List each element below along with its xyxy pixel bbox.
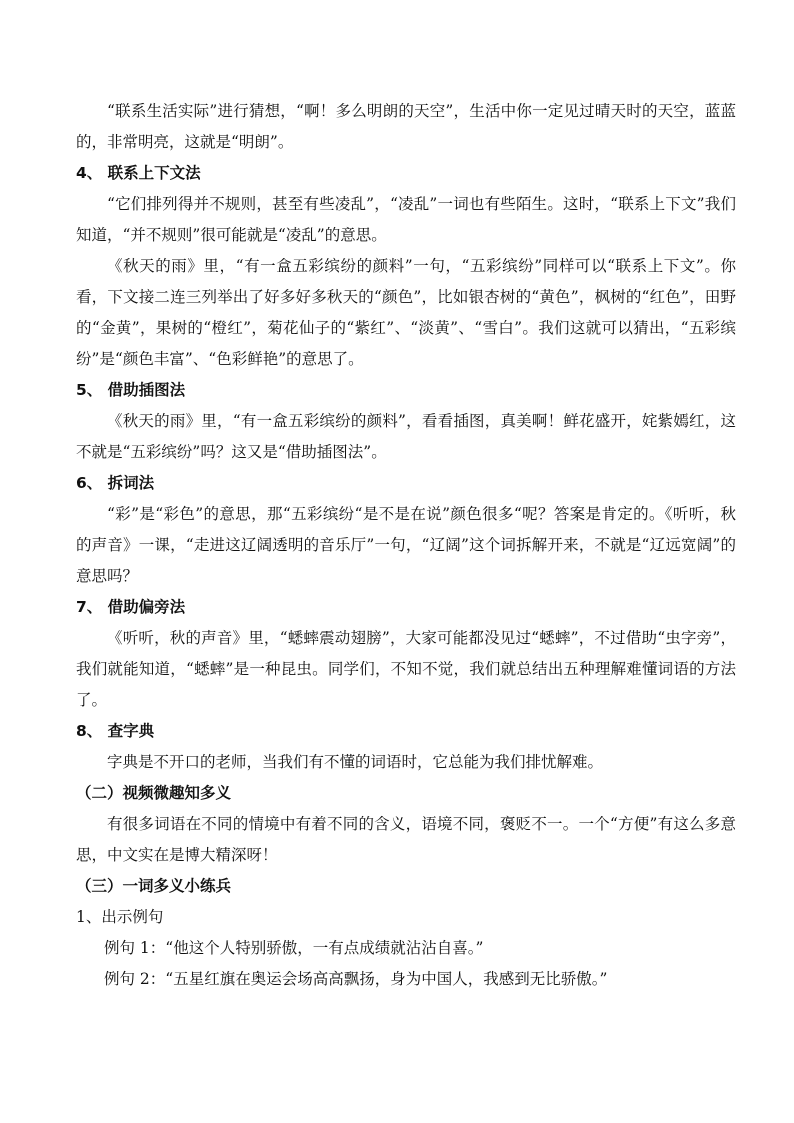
paragraph-radical: 《听听，秋的声音》里，“蟋蟀震动翅膀”，大家可能都没见过“蟋蟀”，不过借助“虫字旁”，我们就能知道，“蟋蟀”是一种昆虫。同学们，不知不觉，我们就总结出五种理解难懂词语的方法了。	[76, 629, 736, 709]
paragraph-polysemy: 有很多词语在不同的情境中有着不同的含义，语境不同，褒贬不一。一个“方便”有这么多意思，中文实在是博大精深呀！	[76, 815, 736, 864]
example-sentence-2: 例句 2：“五星红旗在奥运会场高高飘扬，身为中国人，我感到无比骄傲。”	[104, 970, 608, 988]
heading-illustration-method: 5、 借助插图法	[76, 381, 186, 399]
paragraph-illustration: 《秋天的雨》里，“有一盒五彩缤纷的颜料”，看看插图，真美啊！鲜花盛开，姹紫嫣红，这不就是“五彩缤纷”吗？这又是“借助插图法”。	[76, 412, 736, 461]
example-sentence-1: 例句 1：“他这个人特别骄傲，一有点成绩就沾沾自喜。”	[104, 939, 484, 957]
list-item-show-examples: 1、出示例句	[76, 908, 164, 926]
heading-dictionary-method: 8、 查字典	[76, 722, 155, 740]
paragraph-split-word: “彩”是“彩色”的意思，那“五彩缤纷“是不是在说”颜色很多“呢？答案是肯定的。《听听，秋的声音》一课，“走进这辽阔透明的音乐厅”一句，“辽阔”这个词拆解开来，不就是“辽远宽阔”的意思吗？	[76, 505, 736, 585]
paragraph-contact-life: “联系生活实际”进行猜想，“啊！多么明朗的天空”，生活中你一定见过晴天时的天空，蓝蓝的，非常明亮，这就是“明朗”。	[76, 102, 736, 151]
heading-context-method: 4、 联系上下文法	[76, 164, 201, 182]
section-heading-practice: （三）一词多义小练兵	[76, 877, 232, 895]
section-heading-video: （二）视频微趣知多义	[76, 784, 232, 802]
heading-split-word-method: 6、 拆词法	[76, 474, 155, 492]
heading-radical-method: 7、 借助偏旁法	[76, 598, 186, 616]
document-body	[76, 96, 736, 995]
paragraph-context-ling-luan: “它们排列得并不规则，甚至有些凌乱”，“凌乱”一词也有些陌生。这时，“联系上下文”我们知道，“并不规则”很可能就是“凌乱”的意思。	[76, 195, 736, 244]
paragraph-dictionary: 字典是不开口的老师，当我们有不懂的词语时，它总能为我们排忧解难。	[107, 753, 604, 771]
paragraph-context-colors: 《秋天的雨》里，“有一盒五彩缤纷的颜料”一句，“五彩缤纷”同样可以“联系上下文”。你看，下文接二连三列举出了好多好多秋天的“颜色”，比如银杏树的“黄色”，枫树的“红色”，田野的“金黄”，果树的“橙红”，菊花仙子的“紫红”、“淡黄”、“雪白”。我们这就可以猜出，“五彩缤纷”是“颜色丰富”、“色彩鲜艳”的意思了。	[76, 257, 736, 368]
